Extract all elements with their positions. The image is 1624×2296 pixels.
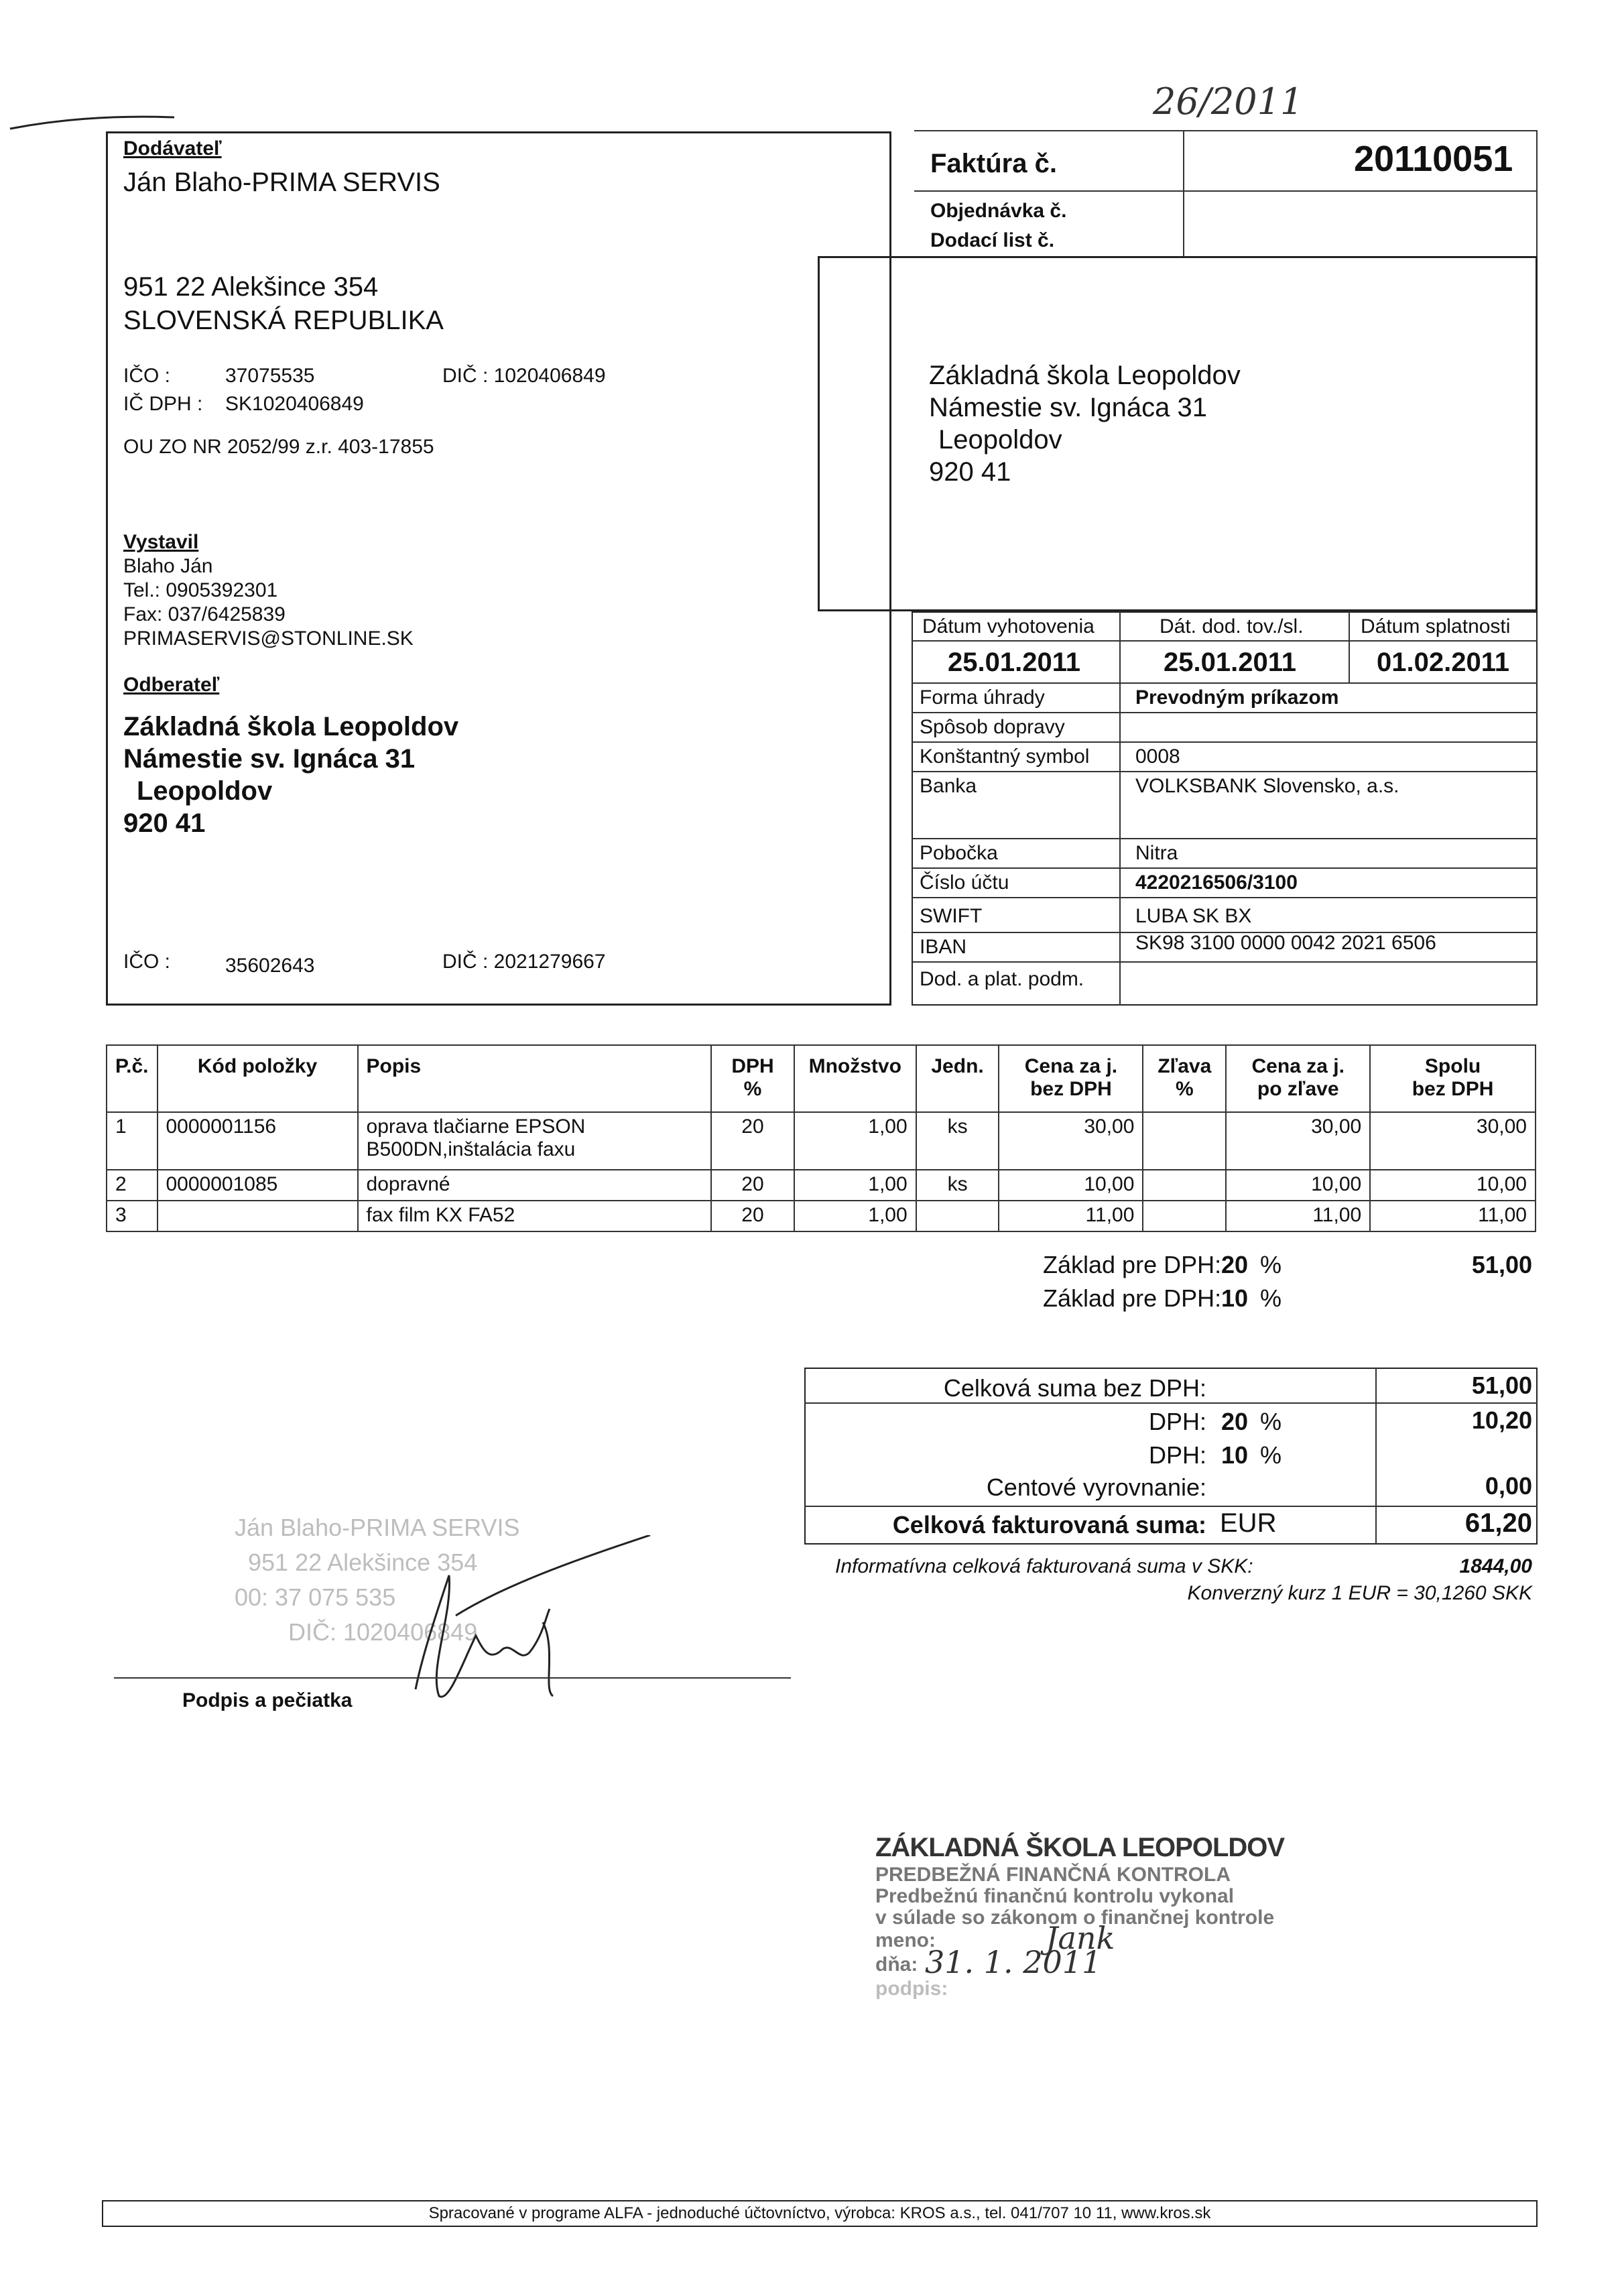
supplier-name: Ján Blaho-PRIMA SERVIS [123, 168, 440, 197]
cell-code [158, 1201, 358, 1231]
supplier-customer-box [106, 131, 891, 1006]
issuer-name: Blaho Ján [123, 555, 213, 577]
recipient-city: Leopoldov [938, 425, 1062, 455]
customer-city: Leopoldov [137, 776, 273, 806]
supplier-ico: 37075535 [225, 365, 315, 387]
desc-line1: dopravné [366, 1173, 450, 1195]
col-header-code: Kód položky [158, 1045, 358, 1112]
supplier-icdph: SK1020406849 [225, 393, 364, 415]
supplier-address-line1: 951 22 Alekšince 354 [123, 272, 379, 302]
account-label: Číslo účtu [920, 871, 1009, 894]
cell-qty: 1,00 [794, 1112, 916, 1170]
summary-rounding-underline [804, 1506, 1538, 1507]
cell-code: 0000001085 [158, 1170, 358, 1201]
discount-header-line2: % [1175, 1078, 1194, 1100]
col-header-desc: Popis [358, 1045, 712, 1112]
pen-stroke-decoration [7, 107, 181, 134]
handwritten-signature [375, 1535, 657, 1709]
grid-line [912, 771, 1538, 772]
cell-price: 10,00 [999, 1170, 1143, 1201]
items-table [106, 1044, 1536, 1232]
issue-date-label: Dátum vyhotovenia [922, 615, 1095, 638]
control-stamp-line4: v súlade so zákonom o finančnej kontrole [875, 1907, 1275, 1929]
cell-discount [1143, 1201, 1226, 1231]
summary-vat-1: 10,20 [1471, 1406, 1532, 1434]
branch-label: Pobočka [920, 842, 998, 864]
control-stamp-line1: ZÁKLADNÁ ŠKOLA LEOPOLDOV [875, 1833, 1285, 1862]
grid-line [912, 838, 1538, 839]
bank-name: VOLKSBANK Slovensko, a.s. [1135, 775, 1399, 797]
after-header-line2: po zľave [1257, 1078, 1339, 1100]
cell-qty: 1,00 [794, 1201, 916, 1231]
col-header-total [1370, 1045, 1536, 1112]
issuer-fax: Fax: 037/6425839 [123, 603, 286, 625]
price-header-line1: Cena za j. [1024, 1055, 1118, 1077]
branch: Nitra [1135, 842, 1178, 864]
desc-line1: oprava tlačiarne EPSON [366, 1115, 586, 1138]
table-row [107, 1201, 1536, 1231]
summary-net-label: Celková suma bez DPH: [943, 1374, 1206, 1402]
cell-vat: 20 [711, 1112, 794, 1170]
vat-base-label-2: Základ pre DPH: [1043, 1284, 1222, 1312]
control-stamp-dna-label: dňa: [875, 1953, 918, 1976]
customer-zip: 920 41 [123, 808, 206, 838]
recipient-name: Základná škola Leopoldov [929, 361, 1241, 390]
summary-net-underline [804, 1402, 1538, 1404]
issuer-tel: Tel.: 0905392301 [123, 579, 278, 601]
delivery-note-label: Dodací list č. [930, 229, 1055, 251]
signature-line [114, 1677, 791, 1679]
constant-symbol: 0008 [1135, 745, 1180, 768]
grid-line [912, 961, 1538, 963]
cell-desc [358, 1112, 712, 1170]
supply-date-label: Dát. dod. tov./sl. [1160, 615, 1304, 638]
vat-base-rate-2: 10 [1221, 1284, 1249, 1312]
supplier-heading: Dodávateľ [123, 137, 222, 160]
bank-label: Banka [920, 775, 977, 797]
constant-symbol-label: Konštantný symbol [920, 745, 1090, 768]
faded-supplier-stamp-line3: 00: 37 075 535 [235, 1583, 396, 1611]
cell-code: 0000001156 [158, 1112, 358, 1170]
conversion-rate: Konverzný kurz 1 EUR = 30,1260 SKK [1187, 1582, 1532, 1604]
summary-net: 51,00 [1471, 1372, 1532, 1399]
desc-line1: fax film KX FA52 [366, 1204, 515, 1226]
invoice-top-line [914, 130, 1538, 131]
swift-code: LUBA SK BX [1135, 905, 1252, 927]
invoice-label: Faktúra č. [930, 149, 1057, 178]
summary-divider [1375, 1368, 1377, 1545]
after-header-line1: Cena za j. [1251, 1055, 1345, 1077]
col-header-price [999, 1045, 1143, 1112]
invoice-number-underline [914, 190, 1538, 192]
supplier-icdph-label: IČ DPH : [123, 393, 203, 415]
recipient-window-box [818, 256, 1538, 611]
summary-currency: EUR [1220, 1508, 1277, 1538]
col-header-qty: Množstvo [794, 1045, 916, 1112]
invoice-number: 20110051 [1354, 139, 1513, 179]
control-stamp-line3: Predbežnú finančnú kontrolu vykonal [875, 1885, 1235, 1907]
summary-vat-rate-2: 10 [1221, 1441, 1249, 1469]
col-header-after-discount [1226, 1045, 1370, 1112]
grid-line [912, 867, 1538, 869]
grid-line [1349, 611, 1350, 682]
order-label: Objednávka č. [930, 200, 1067, 222]
cell-vat: 20 [711, 1201, 794, 1231]
summary-vat-pct-2: % [1260, 1441, 1282, 1469]
summary-total: 61,20 [1464, 1508, 1532, 1538]
customer-name: Základná škola Leopoldov [123, 712, 459, 741]
cell-unit: ks [916, 1112, 999, 1170]
vat-base-label-1: Základ pre DPH: [1043, 1251, 1222, 1278]
faded-supplier-stamp-line1: Ján Blaho-PRIMA SERVIS [235, 1514, 520, 1541]
control-stamp-podpis-label: podpis: [875, 1978, 948, 2000]
col-header-vat [711, 1045, 794, 1112]
faded-supplier-stamp-line4: DIČ: 1020406849 [288, 1618, 478, 1646]
payment-form: Prevodným príkazom [1135, 686, 1339, 709]
cell-price: 30,00 [999, 1112, 1143, 1170]
footer-text: Spracované v programe ALFA - jednoduché účtovníctvo, výrobca: KROS a.s., tel. 041/707 10 11, www.kros.sk [428, 2204, 1211, 2222]
signature-label: Podpis a pečiatka [182, 1689, 353, 1711]
total-header-line1: Spolu [1424, 1055, 1481, 1077]
due-date-label: Dátum splatnosti [1361, 615, 1511, 638]
summary-rounding: 0,00 [1485, 1472, 1532, 1500]
items-header-row [107, 1045, 1536, 1112]
cell-no: 3 [107, 1201, 158, 1231]
control-stamp-date-handwritten: 31. 1. 2011 [925, 1944, 1102, 1980]
invoice-divider [1183, 130, 1184, 257]
swift-label: SWIFT [920, 905, 983, 927]
customer-heading: Odberateľ [123, 674, 220, 696]
summary-total-label: Celková fakturovaná suma: [892, 1511, 1206, 1538]
cell-no: 1 [107, 1112, 158, 1170]
cell-after-discount: 30,00 [1226, 1112, 1370, 1170]
invoice-right-edge [1536, 130, 1538, 257]
skk-label: Informatívna celková fakturovaná suma v SKK: [835, 1555, 1253, 1577]
cell-discount [1143, 1170, 1226, 1201]
control-stamp-line2: PREDBEŽNÁ FINANČNÁ KONTROLA [875, 1864, 1231, 1886]
col-header-unit: Jedn. [916, 1045, 999, 1112]
recipient-street: Námestie sv. Ignáca 31 [929, 393, 1208, 422]
skk-amount: 1844,00 [1459, 1555, 1532, 1577]
control-stamp-meno-label: meno: [875, 1929, 936, 1951]
total-header-line2: bez DPH [1412, 1078, 1494, 1100]
cell-total: 10,00 [1370, 1170, 1536, 1201]
col-header-no: P.č. [107, 1045, 158, 1112]
cell-no: 2 [107, 1170, 158, 1201]
supplier-registry: OU ZO NR 2052/99 z.r. 403-17855 [123, 436, 434, 458]
grid-line [912, 712, 1538, 713]
summary-vat-rate-1: 20 [1221, 1408, 1249, 1435]
vat-header-line1: DPH [731, 1055, 774, 1077]
cell-vat: 20 [711, 1170, 794, 1201]
supplier-dic: DIČ : 1020406849 [442, 365, 606, 387]
grid-line [912, 741, 1538, 743]
customer-street: Námestie sv. Ignáca 31 [123, 744, 416, 774]
summary-rounding-label: Centové vyrovnanie: [986, 1473, 1206, 1501]
supplier-address-line2: SLOVENSKÁ REPUBLIKA [123, 306, 444, 335]
col-header-discount [1143, 1045, 1226, 1112]
control-stamp-meno-handwritten: Jank [1046, 1920, 1115, 1956]
faded-supplier-stamp-line2: 951 22 Alekšince 354 [248, 1549, 478, 1576]
supply-date: 25.01.2011 [1164, 648, 1296, 677]
summary-vat-label-2: DPH: [1148, 1441, 1206, 1469]
terms-label: Dod. a plat. podm. [920, 968, 1084, 990]
supplier-ico-label: IČO : [123, 365, 171, 387]
account-number: 4220216506/3100 [1135, 871, 1298, 894]
cell-after-discount: 10,00 [1226, 1170, 1370, 1201]
cell-desc [358, 1201, 712, 1231]
summary-vat-label-1: DPH: [1148, 1408, 1206, 1435]
issue-date: 25.01.2011 [948, 648, 1080, 677]
summary-vat-pct-1: % [1260, 1408, 1282, 1435]
customer-ico-label: IČO : [123, 951, 171, 973]
customer-ico: 35602643 [225, 955, 315, 977]
vat-base-rate-1: 20 [1221, 1251, 1249, 1278]
due-date: 01.02.2011 [1377, 648, 1509, 677]
cell-unit [916, 1201, 999, 1231]
recipient-zip: 920 41 [929, 457, 1011, 487]
grid-line [912, 897, 1538, 898]
price-header-line2: bez DPH [1030, 1078, 1112, 1100]
grid-line [912, 682, 1538, 684]
iban: SK98 3100 0000 0042 2021 6506 [1135, 932, 1436, 954]
desc-line2: B500DN,inštalácia faxu [366, 1138, 576, 1160]
shipping-label: Spôsob dopravy [920, 716, 1065, 738]
customer-dic: DIČ : 2021279667 [442, 951, 606, 973]
grid-line [1119, 611, 1121, 1006]
grid-line [912, 640, 1538, 642]
discount-header-line1: Zľava [1158, 1055, 1212, 1077]
cell-after-discount: 11,00 [1226, 1201, 1370, 1231]
cell-unit: ks [916, 1170, 999, 1201]
table-row [107, 1112, 1536, 1170]
issuer-email: PRIMASERVIS@STONLINE.SK [123, 627, 414, 650]
vat-base-pct-1: % [1260, 1251, 1282, 1278]
vat-base-amount-1: 51,00 [1471, 1251, 1532, 1278]
cell-total: 30,00 [1370, 1112, 1536, 1170]
payment-form-label: Forma úhrady [920, 686, 1045, 709]
vat-header-line2: % [743, 1078, 762, 1100]
table-row [107, 1170, 1536, 1201]
cell-qty: 1,00 [794, 1170, 916, 1201]
vat-base-pct-2: % [1260, 1284, 1282, 1312]
handwritten-reference: 26/2011 [1153, 80, 1304, 123]
cell-discount [1143, 1112, 1226, 1170]
cell-price: 11,00 [999, 1201, 1143, 1231]
iban-label: IBAN [920, 936, 967, 958]
cell-desc [358, 1170, 712, 1201]
issuer-heading: Vystavil [123, 531, 199, 553]
cell-total: 11,00 [1370, 1201, 1536, 1231]
